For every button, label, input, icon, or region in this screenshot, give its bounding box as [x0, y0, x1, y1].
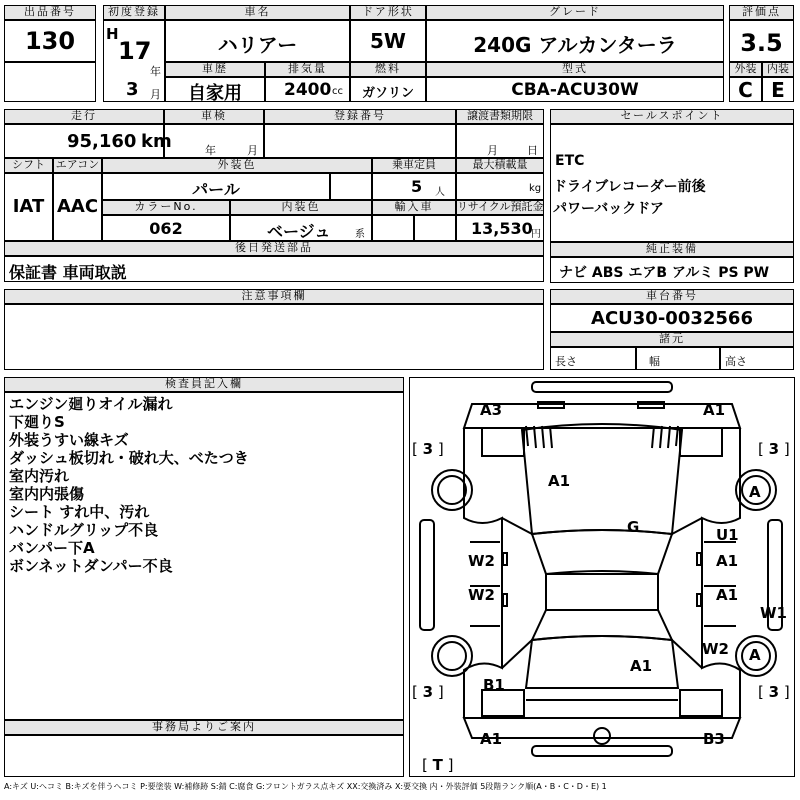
inspector-note: ボンネットダンパー不良 — [9, 557, 173, 575]
score-cell — [729, 20, 794, 62]
displacement-value: 2400 — [284, 80, 332, 100]
mileage-unit: km — [141, 131, 172, 152]
inspection-year-unit: 年 — [205, 144, 216, 157]
interior-grade-cell — [762, 77, 794, 102]
dim-width-label: 幅 — [649, 355, 660, 368]
header-history: 車歴 — [165, 62, 265, 77]
header-genuine-equip: 純正装備 — [550, 242, 794, 257]
mark-left-w2-rear: W2 — [468, 586, 495, 604]
fuel-cell — [350, 77, 426, 102]
import-cell-b — [414, 215, 456, 241]
recycle-unit: 円 — [531, 229, 541, 240]
later-items-cell — [4, 256, 544, 282]
car-diagram — [409, 377, 795, 777]
door-type: 5W — [370, 29, 406, 53]
header-capacity: 乗車定員 — [372, 158, 456, 173]
tyre-rr: [ 3 ] — [758, 683, 790, 701]
header-import: 輸入車 — [372, 200, 456, 215]
first-reg-year-unit: 年 — [150, 65, 161, 78]
sales-point-cell — [550, 124, 794, 242]
mark-wheel-fr: A — [749, 483, 761, 501]
displacement-unit: cc — [332, 86, 343, 97]
model-code: CBA-ACU30W — [511, 80, 639, 100]
mark-rear-bumper-right: B3 — [703, 730, 725, 748]
header-fuel: 燃料 — [350, 62, 426, 77]
header-lot-no: 出品番号 — [4, 5, 96, 20]
reg-no-cell — [264, 124, 456, 158]
header-color-no: カラーNo. — [102, 200, 230, 215]
genuine-equip-cell — [550, 257, 794, 283]
mark-wheel-rr: A — [749, 646, 761, 664]
mark-front-right: A1 — [703, 401, 726, 419]
first-reg-month-unit: 月 — [150, 88, 161, 101]
door-cell — [350, 20, 426, 62]
header-sales-point: セールスポイント — [550, 109, 794, 124]
header-score: 評価点 — [729, 5, 794, 20]
exterior-grade-cell — [729, 77, 762, 102]
recycle-value: 13,530 — [471, 219, 533, 238]
header-aircon: エアコン — [53, 158, 102, 173]
interior-grade: E — [771, 78, 785, 102]
inspector-note: 室内内張傷 — [9, 485, 85, 503]
displacement-cell — [265, 77, 350, 102]
aircon: AAC — [56, 196, 99, 217]
tyre-fl: [ 3 ] — [412, 440, 444, 458]
car-diagram-drawing — [410, 378, 794, 776]
history-cell — [165, 77, 265, 102]
chassis-no: ACU30-0032566 — [591, 308, 753, 329]
model-cell — [426, 77, 724, 102]
damage-legend: A:キズ U:ヘコミ B:キズを伴うヘコミ P:要塗装 W:補修跡 S:錆 C:腐食 G:フロントガラス点キズ XX:交換済み X:要交換 内・外装評価 5段階ランク順(A・B・C・D・E) 1 — [4, 782, 607, 791]
mileage-cell — [4, 124, 172, 158]
car-name-cell — [165, 20, 350, 62]
inspector-note: ハンドルグリップ不良 — [9, 521, 159, 539]
color-no: 062 — [149, 219, 183, 238]
header-max-load: 最大積載量 — [456, 158, 544, 173]
dim-height-cell — [720, 347, 794, 370]
header-interior: 内装 — [762, 62, 794, 77]
header-door: ドア形状 — [350, 5, 426, 20]
max-load-unit: kg — [529, 183, 542, 194]
header-inspection: 車検 — [164, 109, 264, 124]
grade-cell — [426, 20, 724, 62]
genuine-equip: ナビ ABS エアB アルミ PS PW — [559, 265, 770, 281]
header-chassis-no: 車台番号 — [550, 289, 794, 304]
dim-length-label: 長さ — [555, 355, 577, 368]
first-reg-year: 17 — [118, 37, 152, 65]
mark-roof: G — [627, 518, 640, 536]
inspector-note: エンジン廻りオイル漏れ — [9, 395, 173, 413]
header-displacement: 排気量 — [265, 62, 350, 77]
spare-tyre: [ T ] — [422, 756, 454, 774]
first-reg-cell — [103, 20, 165, 102]
car-name: ハリアー — [217, 33, 298, 57]
mark-rear-bumper-left: A1 — [480, 730, 503, 748]
inspector-note: ダッシュ板切れ・破れ大、べたつき — [9, 449, 249, 467]
header-inspector: 検査員記入欄 — [4, 377, 404, 392]
header-shift: シフト — [4, 158, 53, 173]
lot-no-cell — [4, 20, 96, 62]
mileage-value: 95,160 — [67, 131, 137, 152]
int-color: ベージュ — [267, 222, 331, 241]
first-reg-era: H — [106, 25, 119, 43]
color-no-cell — [102, 215, 230, 241]
lot-no-blank — [4, 62, 96, 102]
header-later-items: 後日発送部品 — [4, 241, 544, 256]
header-mileage: 走行 — [4, 109, 164, 124]
mark-right-rear-w2: W2 — [702, 640, 729, 658]
recycle-cell — [456, 215, 544, 241]
header-model: 型式 — [426, 62, 724, 77]
capacity-cell — [372, 173, 456, 200]
score: 3.5 — [740, 29, 783, 57]
import-cell-a — [372, 215, 414, 241]
tyre-fr: [ 3 ] — [758, 440, 790, 458]
shift-cell — [4, 173, 53, 241]
capacity-value: 5 — [411, 177, 423, 196]
mark-rear-left: B1 — [483, 676, 505, 694]
inspector-note: 室内汚れ — [9, 467, 70, 485]
header-ext-color: 外装色 — [102, 158, 372, 173]
ext-color-extra — [330, 173, 372, 200]
mark-rear-hatch: A1 — [630, 657, 653, 675]
header-int-color: 内装色 — [230, 200, 372, 215]
history: 自家用 — [188, 83, 242, 104]
int-color-unit: 系 — [355, 229, 365, 240]
grade: 240G アルカンターラ — [473, 33, 677, 57]
mark-right-a1-front: A1 — [716, 552, 739, 570]
header-grade: グレード — [426, 5, 724, 20]
inspector-note: 外装うすい線キズ — [9, 431, 129, 449]
sales-point-item: パワーバックドア — [553, 201, 664, 217]
transfer-day-unit: 日 — [527, 144, 538, 157]
sales-point-item: ETC — [555, 153, 585, 169]
mark-bonnet: A1 — [548, 472, 571, 490]
mark-left-w2-front: W2 — [468, 552, 495, 570]
shift: IAT — [12, 196, 45, 217]
sales-point-item: ドライブレコーダー前後 — [553, 179, 706, 195]
header-transfer-docs: 譲渡書類期限 — [456, 109, 544, 124]
transfer-docs-cell — [456, 124, 544, 158]
mark-front-left: A3 — [480, 401, 503, 419]
caution-cell — [4, 304, 544, 370]
first-reg-month: 3 — [126, 79, 139, 100]
inspection-month-unit: 月 — [247, 144, 258, 157]
header-recycle: リサイクル預託金 — [457, 200, 544, 213]
header-first-reg: 初度登録 — [103, 5, 165, 20]
fuel: ガソリン — [361, 86, 414, 101]
header-car-name: 車名 — [165, 5, 350, 20]
dim-length-cell — [550, 347, 636, 370]
header-dimensions: 諸元 — [550, 332, 794, 347]
chassis-no-cell — [550, 304, 794, 332]
header-reg-no: 登録番号 — [264, 109, 456, 124]
transfer-month-unit: 月 — [487, 144, 498, 157]
inspector-note: バンパー下A — [9, 539, 95, 557]
inspection-cell — [164, 124, 264, 158]
capacity-unit: 人 — [435, 187, 445, 198]
inspector-note: シート すれ中、汚れ — [9, 503, 150, 521]
max-load-cell — [456, 173, 544, 200]
header-exterior: 外装 — [729, 62, 762, 77]
dim-width-cell — [636, 347, 720, 370]
tyre-rl: [ 3 ] — [412, 683, 444, 701]
office-cell — [4, 735, 404, 777]
mark-right-u1: U1 — [716, 526, 739, 544]
int-color-cell — [230, 215, 372, 241]
inspector-notes-cell — [4, 392, 404, 720]
ext-color-cell — [102, 173, 330, 200]
exterior-grade: C — [738, 78, 753, 102]
inspector-note: 下廻りS — [9, 413, 65, 431]
dim-height-label: 高さ — [725, 355, 747, 368]
lot-no: 130 — [24, 27, 76, 55]
header-caution: 注意事項欄 — [4, 289, 544, 304]
ext-color: パール — [192, 180, 240, 199]
header-office: 事務局よりご案内 — [4, 720, 404, 735]
mark-right-a1-rear: A1 — [716, 586, 739, 604]
later-items: 保証書 車両取説 — [9, 263, 127, 282]
aircon-cell — [53, 173, 102, 241]
mark-right-mirror: W1 — [760, 604, 787, 622]
